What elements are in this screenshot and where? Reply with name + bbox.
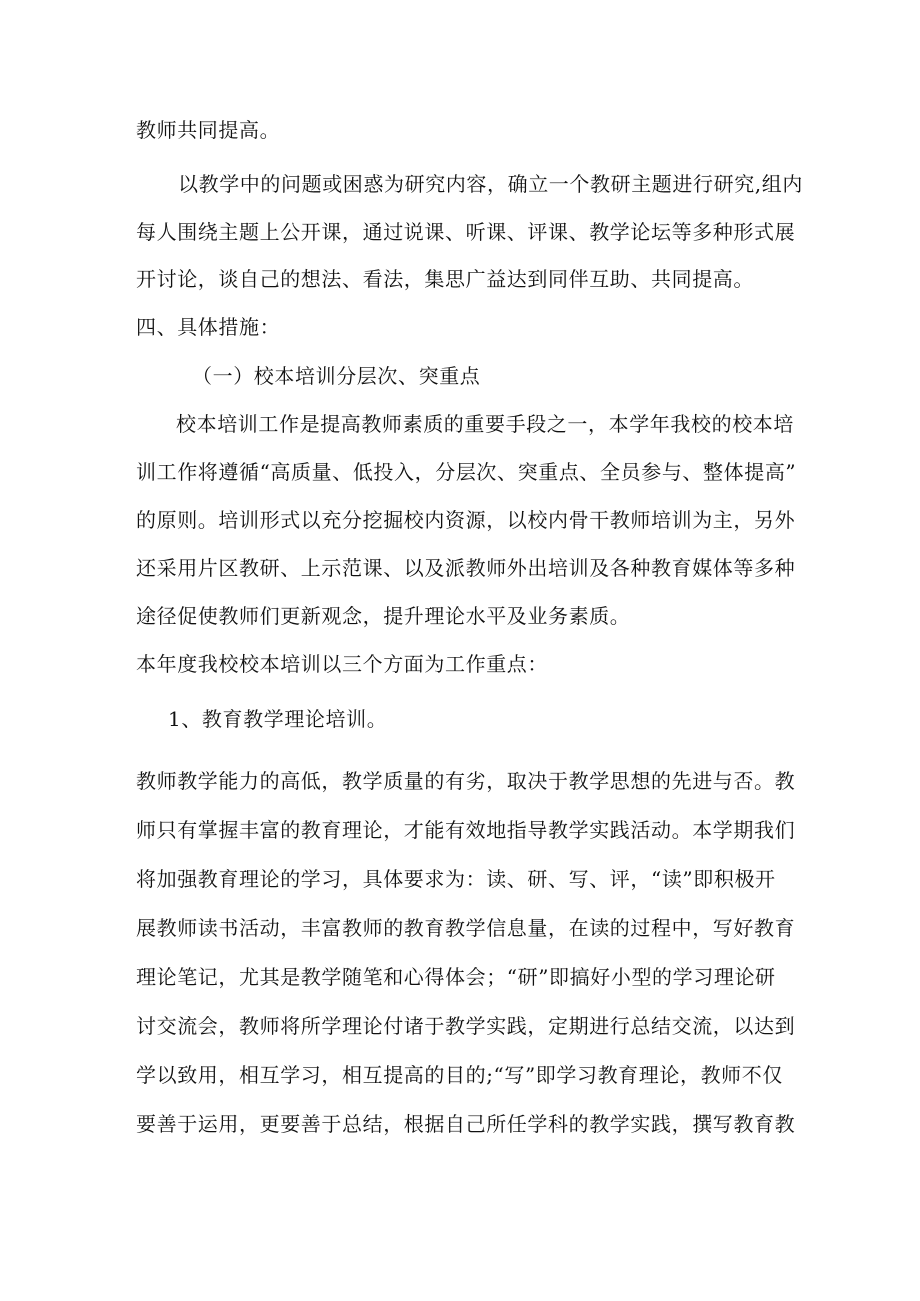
subsection-heading: （一）校本培训分层次、突重点 xyxy=(192,364,481,388)
text-line: 要善于运用，更要善于总结，根据自己所任学科的教学实践，撰写教育教 xyxy=(136,1112,796,1136)
text-line: 还采用片区教研、上示范课、以及派教师外出培训及各种教育媒体等多种 xyxy=(136,556,796,580)
text-line: 展教师读书活动，丰富教师的教育教学信息量，在读的过程中，写好教育 xyxy=(136,916,796,940)
text-line: 理论笔记，尤其是教学随笔和心得体会；“研”即搞好小型的学习理论研 xyxy=(136,965,776,989)
text-line: 途径促使教师们更新观念，提升理论水平及业务素质。 xyxy=(136,604,631,628)
paragraph-first-line: 校本培训工作是提高教师素质的重要手段之一，本学年我校的校本培 xyxy=(176,412,794,436)
section-heading: 四、具体措施： xyxy=(136,315,281,339)
text-line: 的原则。培训形式以充分挖掘校内资源，以校内骨干教师培训为主，另外 xyxy=(136,508,796,532)
text-line: 将加强教育理论的学习，具体要求为：读、研、写、评，“读”即积极开 xyxy=(136,867,776,891)
text-line: 教师教学能力的高低，教学质量的有劣，取决于教学思想的先进与否。教 xyxy=(136,769,796,793)
list-item-heading: 1、教育教学理论培训。 xyxy=(168,707,388,731)
text-line: 本年度我校校本培训以三个方面为工作重点： xyxy=(136,652,548,676)
text-line: 训工作将遵循“高质量、低投入，分层次、突重点、全员参与、整体提高” xyxy=(136,460,797,484)
text-line: 每人围绕主题上公开课，通过说课、听课、评课、教学论坛等多种形式展 xyxy=(136,220,796,244)
text-line: 开讨论，谈自己的想法、看法，集思广益达到同伴互助、共同提高。 xyxy=(136,267,754,291)
text-line: 学以致用，相互学习，相互提高的目的;“写”即学习教育理论，教师不仅 xyxy=(136,1063,783,1087)
text-line: 讨交流会，教师将所学理论付诸于教学实践，定期进行总结交流，以达到 xyxy=(136,1014,796,1038)
paragraph-first-line: 以教学中的问题或困惑为研究内容，确立一个教研主题进行研究,组内 xyxy=(178,172,803,196)
text-line: 师只有掌握丰富的教育理论，才能有效地指导教学实践活动。本学期我们 xyxy=(136,818,796,842)
text-line: 教师共同提高。 xyxy=(136,118,281,142)
